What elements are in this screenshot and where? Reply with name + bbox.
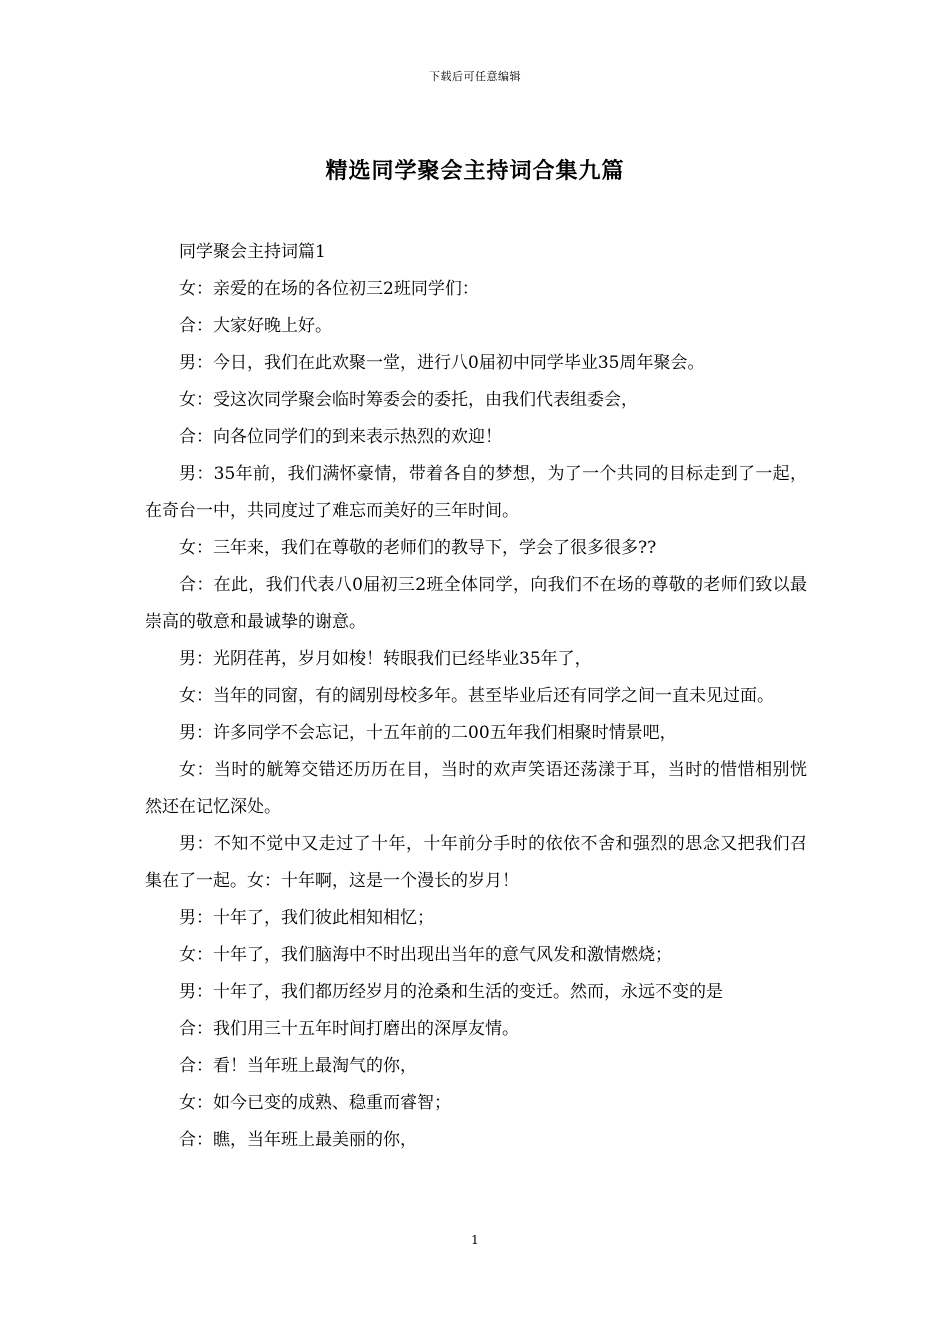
paragraph: 女：当年的同窗，有的阔别母校多年。甚至毕业后还有同学之间一直未见过面。 <box>179 686 774 706</box>
paragraph: 男：35年前，我们满怀豪情，带着各自的梦想，为了一个共同的目标走到了一起，在奇台一中，共同度过了难忘而美好的三年时间。 <box>145 464 807 521</box>
paragraph: 男：光阴荏苒，岁月如梭！转眼我们已经毕业35年了， <box>179 649 592 669</box>
paragraph: 女：当时的觥筹交错还历历在目，当时的欢声笑语还荡漾于耳，当时的惜惜相别恍然还在记忆深处。 <box>145 760 807 817</box>
paragraph: 女：如今已变的成熟、稳重而睿智； <box>179 1093 451 1113</box>
paragraph: 男：许多同学不会忘记，十五年前的二00五年我们相聚时情景吧， <box>179 723 677 743</box>
paragraph: 女：三年来，我们在尊敬的老师们的教导下，学会了很多很多?? <box>179 538 657 558</box>
paragraph: 女：亲爱的在场的各位初三2班同学们： <box>179 279 479 299</box>
document-title: 精选同学聚会主持词合集九篇 <box>325 158 625 184</box>
paragraph: 合：在此，我们代表八0届初三2班全体同学，向我们不在场的尊敬的老师们致以最崇高的敬意和最诚挚的谢意。 <box>145 575 807 632</box>
paragraph: 合：向各位同学们的到来表示热烈的欢迎！ <box>179 427 502 447</box>
paragraph: 男：十年了，我们都历经岁月的沧桑和生活的变迁。然而，永远不变的是 <box>179 982 723 1002</box>
header-note: 下载后可任意编辑 <box>429 70 521 83</box>
paragraph: 男：不知不觉中又走过了十年，十年前分手时的依依不舍和强烈的思念又把我们召集在了一起。女：十年啊，这是一个漫长的岁月！ <box>145 834 807 891</box>
paragraph: 合：我们用三十五年时间打磨出的深厚友情。 <box>179 1019 519 1039</box>
paragraph: 女：受这次同学聚会临时筹委会的委托，由我们代表组委会， <box>179 390 638 410</box>
paragraph: 合：大家好晚上好。 <box>179 316 332 336</box>
paragraph: 合：看！当年班上最淘气的你， <box>179 1056 417 1076</box>
document-body <box>145 234 807 1159</box>
paragraph: 男：今日，我们在此欢聚一堂，进行八0届初中同学毕业35周年聚会。 <box>179 353 705 373</box>
paragraph: 同学聚会主持词篇1 <box>179 242 326 262</box>
paragraph: 男：十年了，我们彼此相知相忆； <box>179 908 434 928</box>
paragraph: 合：瞧，当年班上最美丽的你， <box>179 1130 417 1150</box>
paragraph: 女：十年了，我们脑海中不时出现出当年的意气风发和激情燃烧； <box>179 945 672 965</box>
page-number: 1 <box>471 1233 479 1247</box>
